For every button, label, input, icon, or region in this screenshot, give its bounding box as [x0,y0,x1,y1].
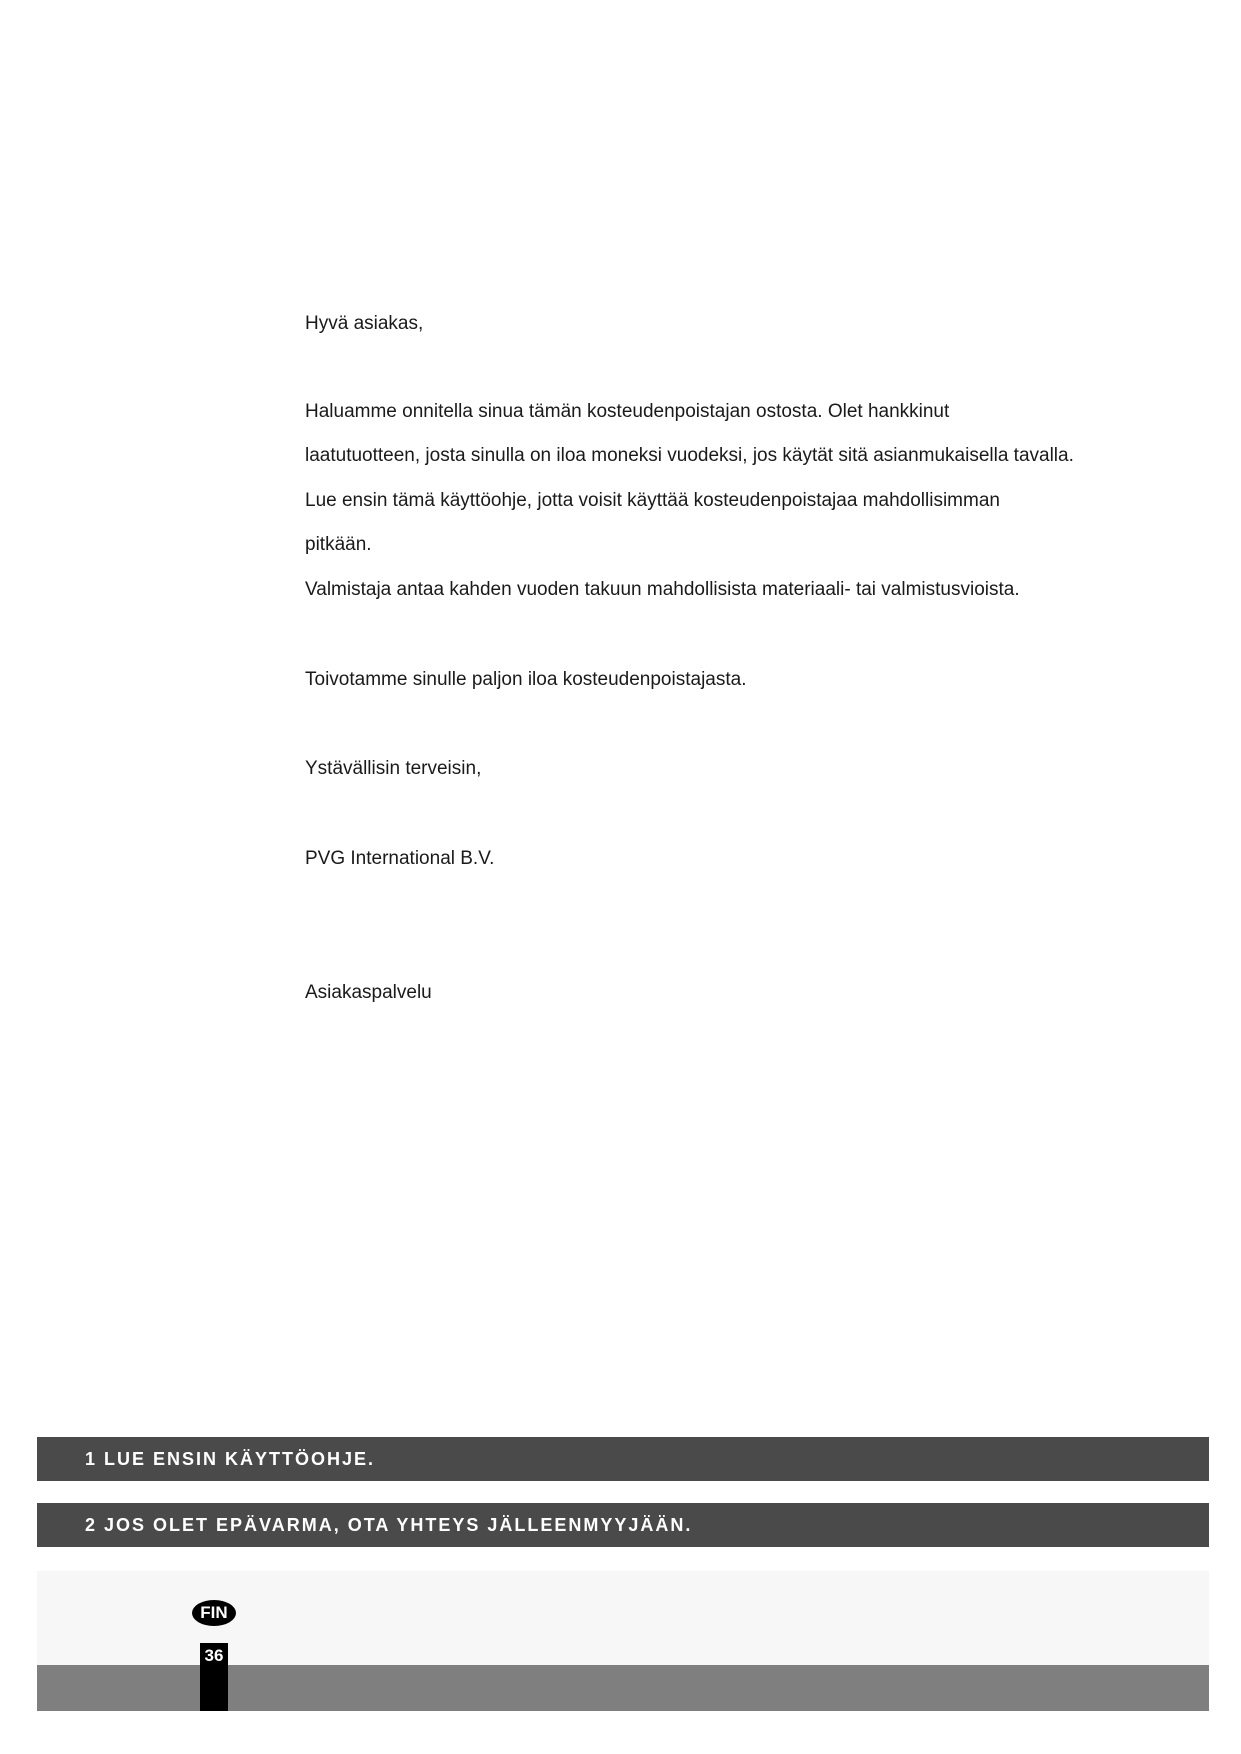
paragraph-line-2: laatutuotteen, josta sinulla on iloa moneksi vuodeksi, jos käytät sitä asianmukaisella tavalla. [305,445,1074,466]
paragraph-line-3: Lue ensin tämä käyttöohje, jotta voisit käyttää kosteudenpoistajaa mahdollisimman [305,490,1000,511]
department-name: Asiakaspalvelu [305,982,432,1003]
company-name: PVG International B.V. [305,848,495,869]
instruction-bar-1: 1 LUE ENSIN KÄYTTÖOHJE. [37,1437,1209,1481]
closing-line: Ystävällisin terveisin, [305,758,482,779]
salutation: Hyvä asiakas, [305,313,424,334]
language-badge: FIN [192,1600,236,1626]
page-number: 36 [204,1646,224,1665]
paragraph-line-1: Haluamme onnitella sinua tämän kosteudenpoistajan ostosta. Olet hankkinut [305,401,950,422]
wish-line: Toivotamme sinulle paljon iloa kosteudenpoistajasta. [305,669,747,690]
instruction-bar-2: 2 JOS OLET EPÄVARMA, OTA YHTEYS JÄLLEENMYYJÄÄN. [37,1503,1209,1547]
paragraph-line-5: Valmistaja antaa kahden vuoden takuun mahdollisista materiaali- tai valmistusvioista. [305,579,1020,600]
paragraph-line-4: pitkään. [305,534,372,555]
